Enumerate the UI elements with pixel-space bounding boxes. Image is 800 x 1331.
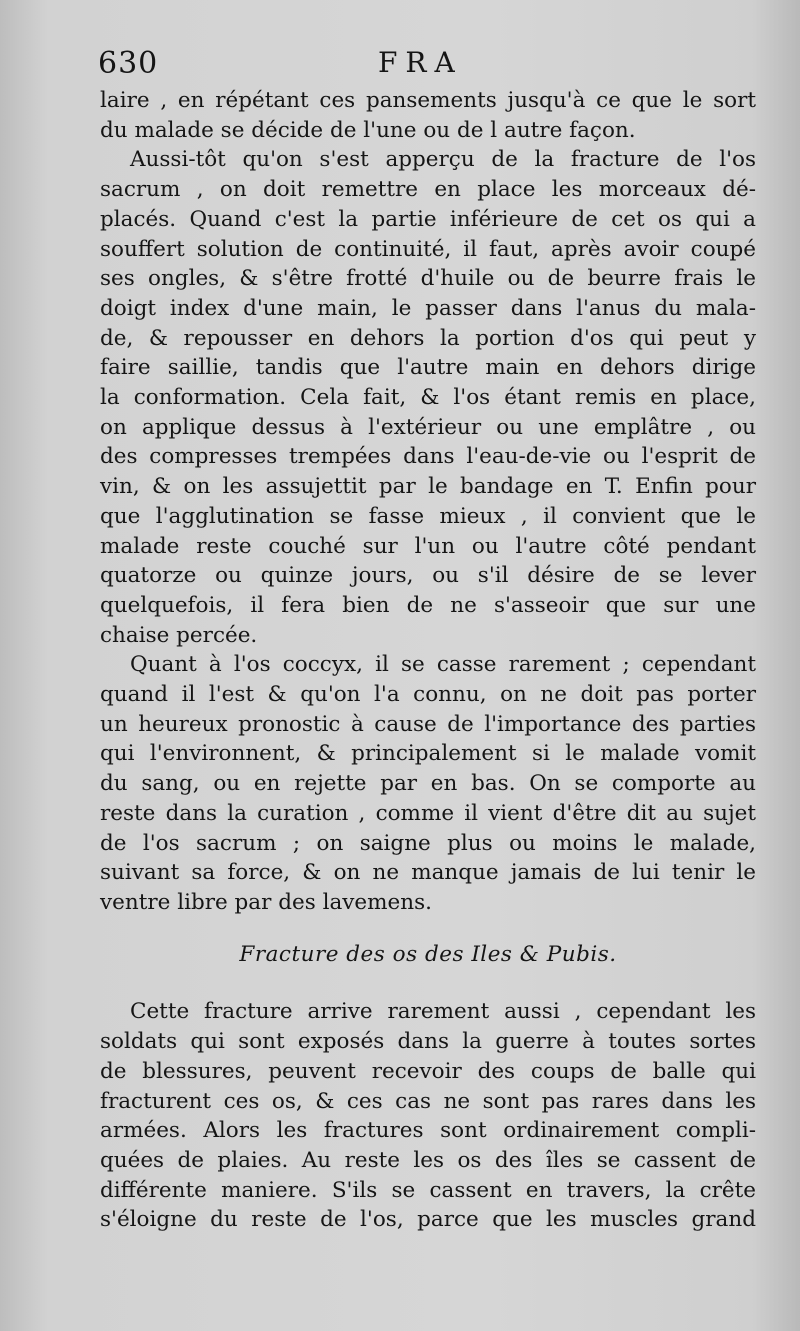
- text-line: qui l'environnent, & principalement si le malade vomit: [100, 741, 756, 767]
- paragraph-1: [100, 86, 756, 145]
- text-line: différente maniere. S'ils se cassent en travers, la crête: [100, 1177, 756, 1203]
- text-line: Aussi-tôt qu'on s'est apperçu de la fracture de l'os: [130, 147, 756, 173]
- text-line: de blessures, peuvent recevoir des coups de balle qui: [100, 1058, 756, 1084]
- running-head: FRA: [378, 46, 463, 79]
- text-line: que l'agglutination se fasse mieux , il convient que le: [100, 503, 756, 529]
- text-line: souffert solution de continuité, il faut, après avoir coupé: [100, 236, 756, 262]
- text-line: de, & repousser en dehors la portion d'os qui peut y: [100, 325, 756, 351]
- text-line: Quant à l'os coccyx, il se casse rarement ; cependant: [130, 652, 756, 678]
- paragraph-3: [100, 650, 756, 917]
- text-line: vin, & on les assujettit par le bandage en T. Enfin pour: [100, 474, 756, 500]
- page-header: [98, 46, 758, 86]
- text-line: s'éloigne du reste de l'os, parce que les muscles grand: [100, 1207, 756, 1233]
- text-line: soldats qui sont exposés dans la guerre à toutes sortes: [100, 1029, 756, 1055]
- text-line: du sang, ou en rejette par en bas. On se comporte au: [100, 771, 756, 797]
- text-line: Cette fracture arrive rarement aussi , cependant les: [130, 999, 756, 1025]
- text-line: chaise percée.: [100, 622, 258, 648]
- section-heading: Fracture des os des Iles & Pubis.: [239, 941, 617, 967]
- text-line: sacrum , on doit remettre en place les morceaux dé-: [100, 177, 756, 203]
- text-line: on applique dessus à l'extérieur ou une emplâtre , ou: [100, 414, 756, 440]
- text-line: reste dans la curation , comme il vient d'être dit au sujet: [100, 800, 756, 826]
- text-line: faire saillie, tandis que l'autre main en dehors dirige: [100, 355, 756, 381]
- text-line: quatorze ou quinze jours, ou s'il désire de se lever: [100, 563, 756, 589]
- paragraph-4: [100, 997, 756, 1235]
- text-line: du malade se décide de l'une ou de l autre façon.: [100, 117, 636, 143]
- text-line: laire , en répétant ces pansements jusqu'à ce que le sort: [100, 88, 756, 113]
- page-body: [100, 86, 756, 1235]
- text-line: suivant sa force, & on ne manque jamais de lui tenir le: [100, 860, 756, 886]
- text-line: un heureux pronostic à cause de l'importance des parties: [100, 711, 756, 737]
- text-line: des compresses trempées dans l'eau-de-vie ou l'esprit de: [100, 444, 756, 470]
- text-line: quelquefois, il fera bien de ne s'asseoir que sur une: [100, 592, 756, 618]
- text-line: armées. Alors les fractures sont ordinairement compli-: [100, 1118, 756, 1144]
- text-line: quées de plaies. Au reste les os des îles se cassent de: [100, 1147, 756, 1173]
- text-line: placés. Quand c'est la partie inférieure de cet os qui a: [100, 206, 756, 232]
- text-line: fracturent ces os, & ces cas ne sont pas rares dans les: [100, 1088, 756, 1114]
- text-line: de l'os sacrum ; on saigne plus ou moins le malade,: [100, 830, 756, 856]
- page-number: 630: [98, 46, 159, 81]
- text-line: quand il l'est & qu'on l'a connu, on ne doit pas porter: [100, 682, 756, 708]
- text-line: la conformation. Cela fait, & l'os étant remis en place,: [100, 385, 756, 411]
- text-line: doigt index d'une main, le passer dans l'anus du mala-: [100, 295, 756, 321]
- text-line: ses ongles, & s'être frotté d'huile ou de beurre frais le: [100, 266, 756, 292]
- text-line: malade reste couché sur l'un ou l'autre côté pendant: [100, 533, 756, 559]
- text-line: ventre libre par des lavemens.: [100, 889, 432, 915]
- paragraph-2: [100, 145, 756, 650]
